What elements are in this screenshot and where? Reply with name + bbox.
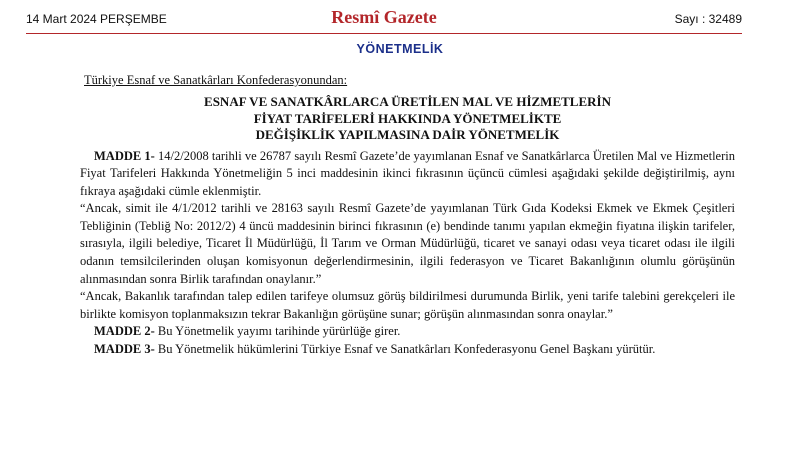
issuer-line: Türkiye Esnaf ve Sanatkârları Konfederasyonundan: [84,73,348,87]
article-label: MADDE 1- [94,148,155,163]
issue-date: 14 Mart 2024 PERŞEMBE [26,12,167,26]
gazette-title: Resmî Gazete [331,7,437,27]
issue-number: Sayı : 32489 [674,12,742,26]
title-line: FİYAT TARİFELERİ HAKKINDA YÖNETMELİKTE [253,110,562,126]
title-line: ESNAF VE SANATKÂRLARCA ÜRETİLEN MAL VE HİZMETLERİN [204,94,611,109]
amendment-quote-1: “Ancak, simit ile 4/1/2012 tarihli ve 28163 sayılı Resmî Gazete’de yayımlanan Türk Gıda Kodeksi Ekmek ve Ekmek Çeşitleri Tebliğinin (Tebliğ No: 2012/2) 4 üncü maddesinin birinci fıkrasının (e) bendinde tanımı yapılan ekmeğin fiyatına ilişkin tarifeler, sırasıyla, ilgili belediye, Ticaret İl Müdürlüğü, İl Tarım ve Orman Müdürlüğü, ticaret ve sanayi odası veya ticaret odası ile ilgili odanın temsilcilerinden oluşan komisyonun değerlendirmesinin, ilgili federasyon ve Ticaret Bakanlığının olumlu görüşünün alınmasından sonra Birlik tarafından onaylanır.” [80,201,735,286]
article-text: 14/2/2008 tarihli ve 26787 sayılı Resmî Gazete’de yayımlanan Esnaf ve Sanatkârlarca Üretilen Mal ve Hizmetlerin Fiyat Tarifeleri Hakkında Yönetmeliğin 5 inci maddesinin ikinci fıkrasının üçüncü cümlesi aşağıdaki şekilde değiştirilmiş, aynı fıkraya aşağıdaki cümle eklenmiştir. [80,148,735,198]
amendment-quote-2: “Ancak, Bakanlık tarafından talep edilen tarifeye olumsuz görüş bildirilmesi durumunda Birlik, yeni tarife talebini gerekçeleri ile birlikte komisyon toplanmaksızın tekrar Bakanlığın görüşüne sunar; görüşün alınmasından sonra onaylar.” [80,289,735,321]
article-1 [80,148,735,201]
masthead [26,6,742,32]
article-label: MADDE 2- [94,324,155,339]
article-text: Bu Yönetmelik yayımı tarihinde yürürlüğe girer. [154,324,401,339]
title-line: DEĞİŞİKLİK YAPILMASINA DAİR YÖNETMELİK [255,127,560,142]
regulation-title [80,94,735,144]
article-label: MADDE 3- [94,342,155,357]
article-2 [80,323,735,341]
section-heading: YÖNETMELİK [356,42,444,56]
document-body [80,72,735,359]
article-3 [80,341,735,359]
article-text: Bu Yönetmelik hükümlerini Türkiye Esnaf ve Sanatkârları Konfederasyonu Genel Başkanı yürütür. [154,342,656,357]
masthead-rule [26,33,742,34]
